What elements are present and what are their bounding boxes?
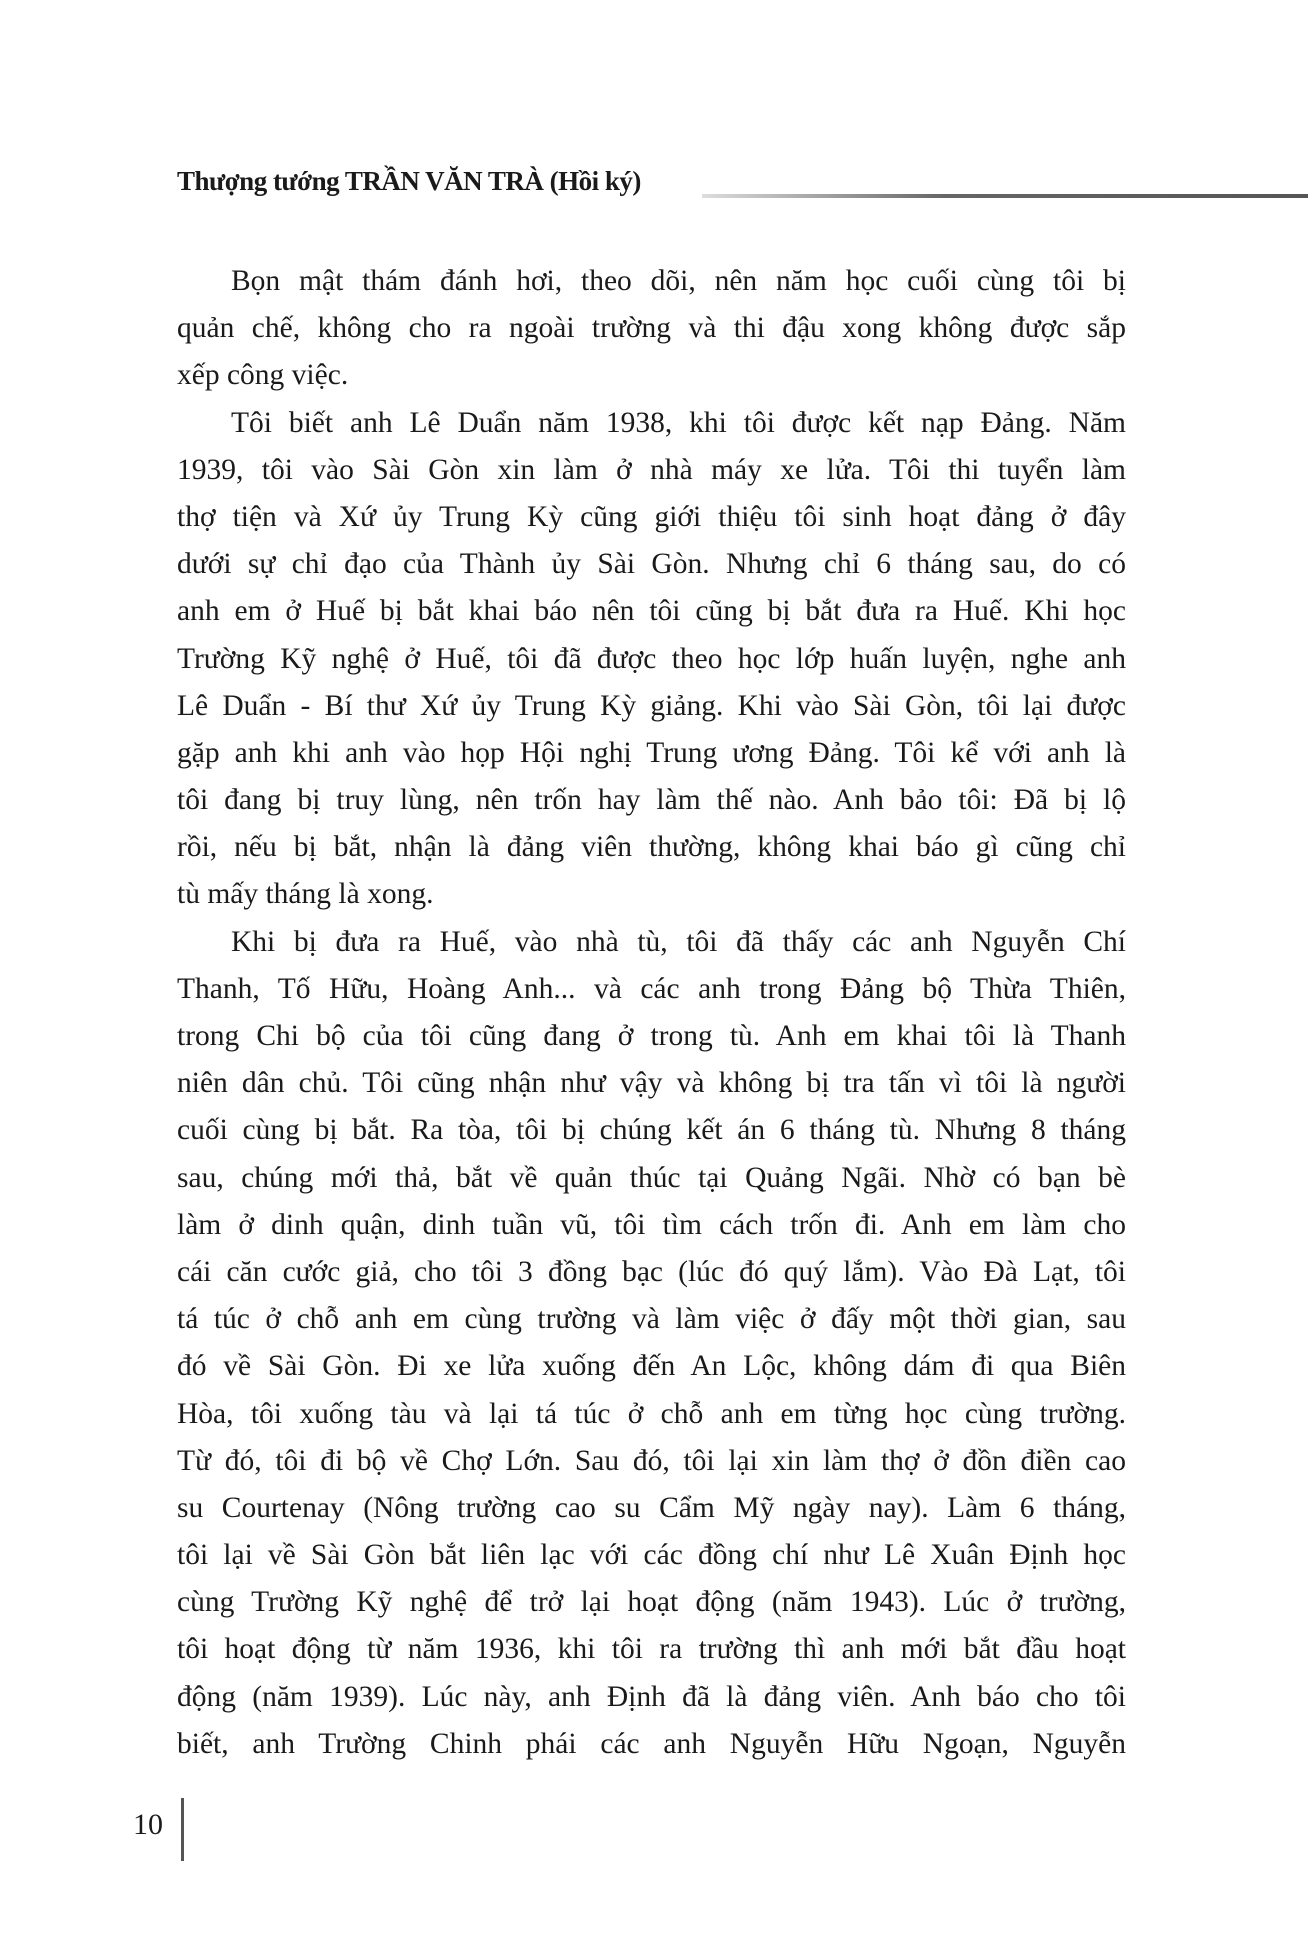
text-line: Bọn mật thám đánh hơi, theo dõi, nên năm học cuối cùng tôi bị [231,265,1126,297]
text-line: Thanh, Tố Hữu, Hoàng Anh... và các anh trong Đảng bộ Thừa Thiên, [177,972,1126,1005]
text-line: anh em ở Huế bị bắt khai báo nên tôi cũng bị bắt đưa ra Huế. Khi học [177,595,1126,628]
text-line: cùng Trường Kỹ nghệ để trở lại hoạt động (năm 1943). Lúc ở trường, [177,1586,1126,1619]
text-line: cái căn cước giả, cho tôi 3 đồng bạc (lúc đó quý lắm). Vào Đà Lạt, tôi [177,1255,1126,1288]
text-line: Hòa, tôi xuống tàu và lại tá túc ở chỗ anh em từng học cùng trường. [177,1397,1126,1430]
text-line: Khi bị đưa ra Huế, vào nhà tù, tôi đã thấy các anh Nguyễn Chí [231,925,1126,958]
text-line: biết, anh Trường Chinh phái các anh Nguyễn Hữu Ngoạn, Nguyễn [177,1727,1126,1760]
text-line: cuối cùng bị bắt. Ra tòa, tôi bị chúng kết án 6 tháng tù. Nhưng 8 tháng [177,1114,1126,1147]
text-line: Lê Duẩn - Bí thư Xứ ủy Trung Kỳ giảng. Khi vào Sài Gòn, tôi lại được [177,689,1126,722]
text-line: tôi đang bị truy lùng, nên trốn hay làm thế nào. Anh bảo tôi: Đã bị lộ [177,784,1126,817]
page-number-rule [181,1798,184,1861]
body-text [177,258,1126,1768]
text-line: gặp anh khi anh vào họp Hội nghị Trung ương Đảng. Tôi kể với anh là [177,736,1126,769]
page-number: 10 [133,1808,163,1841]
text-line: quản chế, không cho ra ngoài trường và thi đậu xong không được sắp [177,312,1126,345]
text-line: sau, chúng mới thả, bắt về quản thúc tại Quảng Ngãi. Nhờ có bạn bè [177,1161,1126,1194]
text-line: 1939, tôi vào Sài Gòn xin làm ở nhà máy xe lửa. Tôi thi tuyển làm [177,453,1126,486]
text-line: rồi, nếu bị bắt, nhận là đảng viên thường, không khai báo gì cũng chỉ [177,831,1126,864]
text-line: xếp công việc. [177,359,349,392]
text-line: su Courtenay (Nông trường cao su Cẩm Mỹ ngày nay). Làm 6 tháng, [177,1491,1126,1524]
text-line: Tôi biết anh Lê Duẩn năm 1938, khi tôi được kết nạp Đảng. Năm [231,406,1126,439]
text-line: niên dân chủ. Tôi cũng nhận như vậy và không bị tra tấn vì tôi là người [177,1067,1126,1100]
text-line: tá túc ở chỗ anh em cùng trường và làm việc ở đấy một thời gian, sau [177,1303,1126,1336]
running-header: Thượng tướng TRẦN VĂN TRÀ (Hồi ký) [177,166,641,196]
text-line: Trường Kỹ nghệ ở Huế, tôi đã được theo học lớp huấn luyện, nghe anh [177,642,1126,675]
header-rule [702,194,1308,198]
text-line: tôi hoạt động từ năm 1936, khi tôi ra trường thì anh mới bắt đầu hoạt [177,1633,1126,1666]
text-line: dưới sự chỉ đạo của Thành ủy Sài Gòn. Nhưng chỉ 6 tháng sau, do có [177,548,1126,581]
text-line: đó về Sài Gòn. Đi xe lửa xuống đến An Lộc, không dám đi qua Biên [177,1350,1126,1383]
text-line: động (năm 1939). Lúc này, anh Định đã là đảng viên. Anh báo cho tôi [177,1680,1126,1713]
text-line: trong Chi bộ của tôi cũng đang ở trong tù. Anh em khai tôi là Thanh [177,1020,1126,1052]
text-line: tù mấy tháng là xong. [177,878,434,911]
text-line: thợ tiện và Xứ ủy Trung Kỳ cũng giới thiệu tôi sinh hoạt đảng ở đây [177,500,1126,533]
text-line: tôi lại về Sài Gòn bắt liên lạc với các đồng chí như Lê Xuân Định học [177,1539,1126,1572]
text-line: Từ đó, tôi đi bộ về Chợ Lớn. Sau đó, tôi lại xin làm thợ ở đồn điền cao [177,1444,1126,1477]
text-line: làm ở dinh quận, dinh tuần vũ, tôi tìm cách trốn đi. Anh em làm cho [177,1208,1126,1241]
